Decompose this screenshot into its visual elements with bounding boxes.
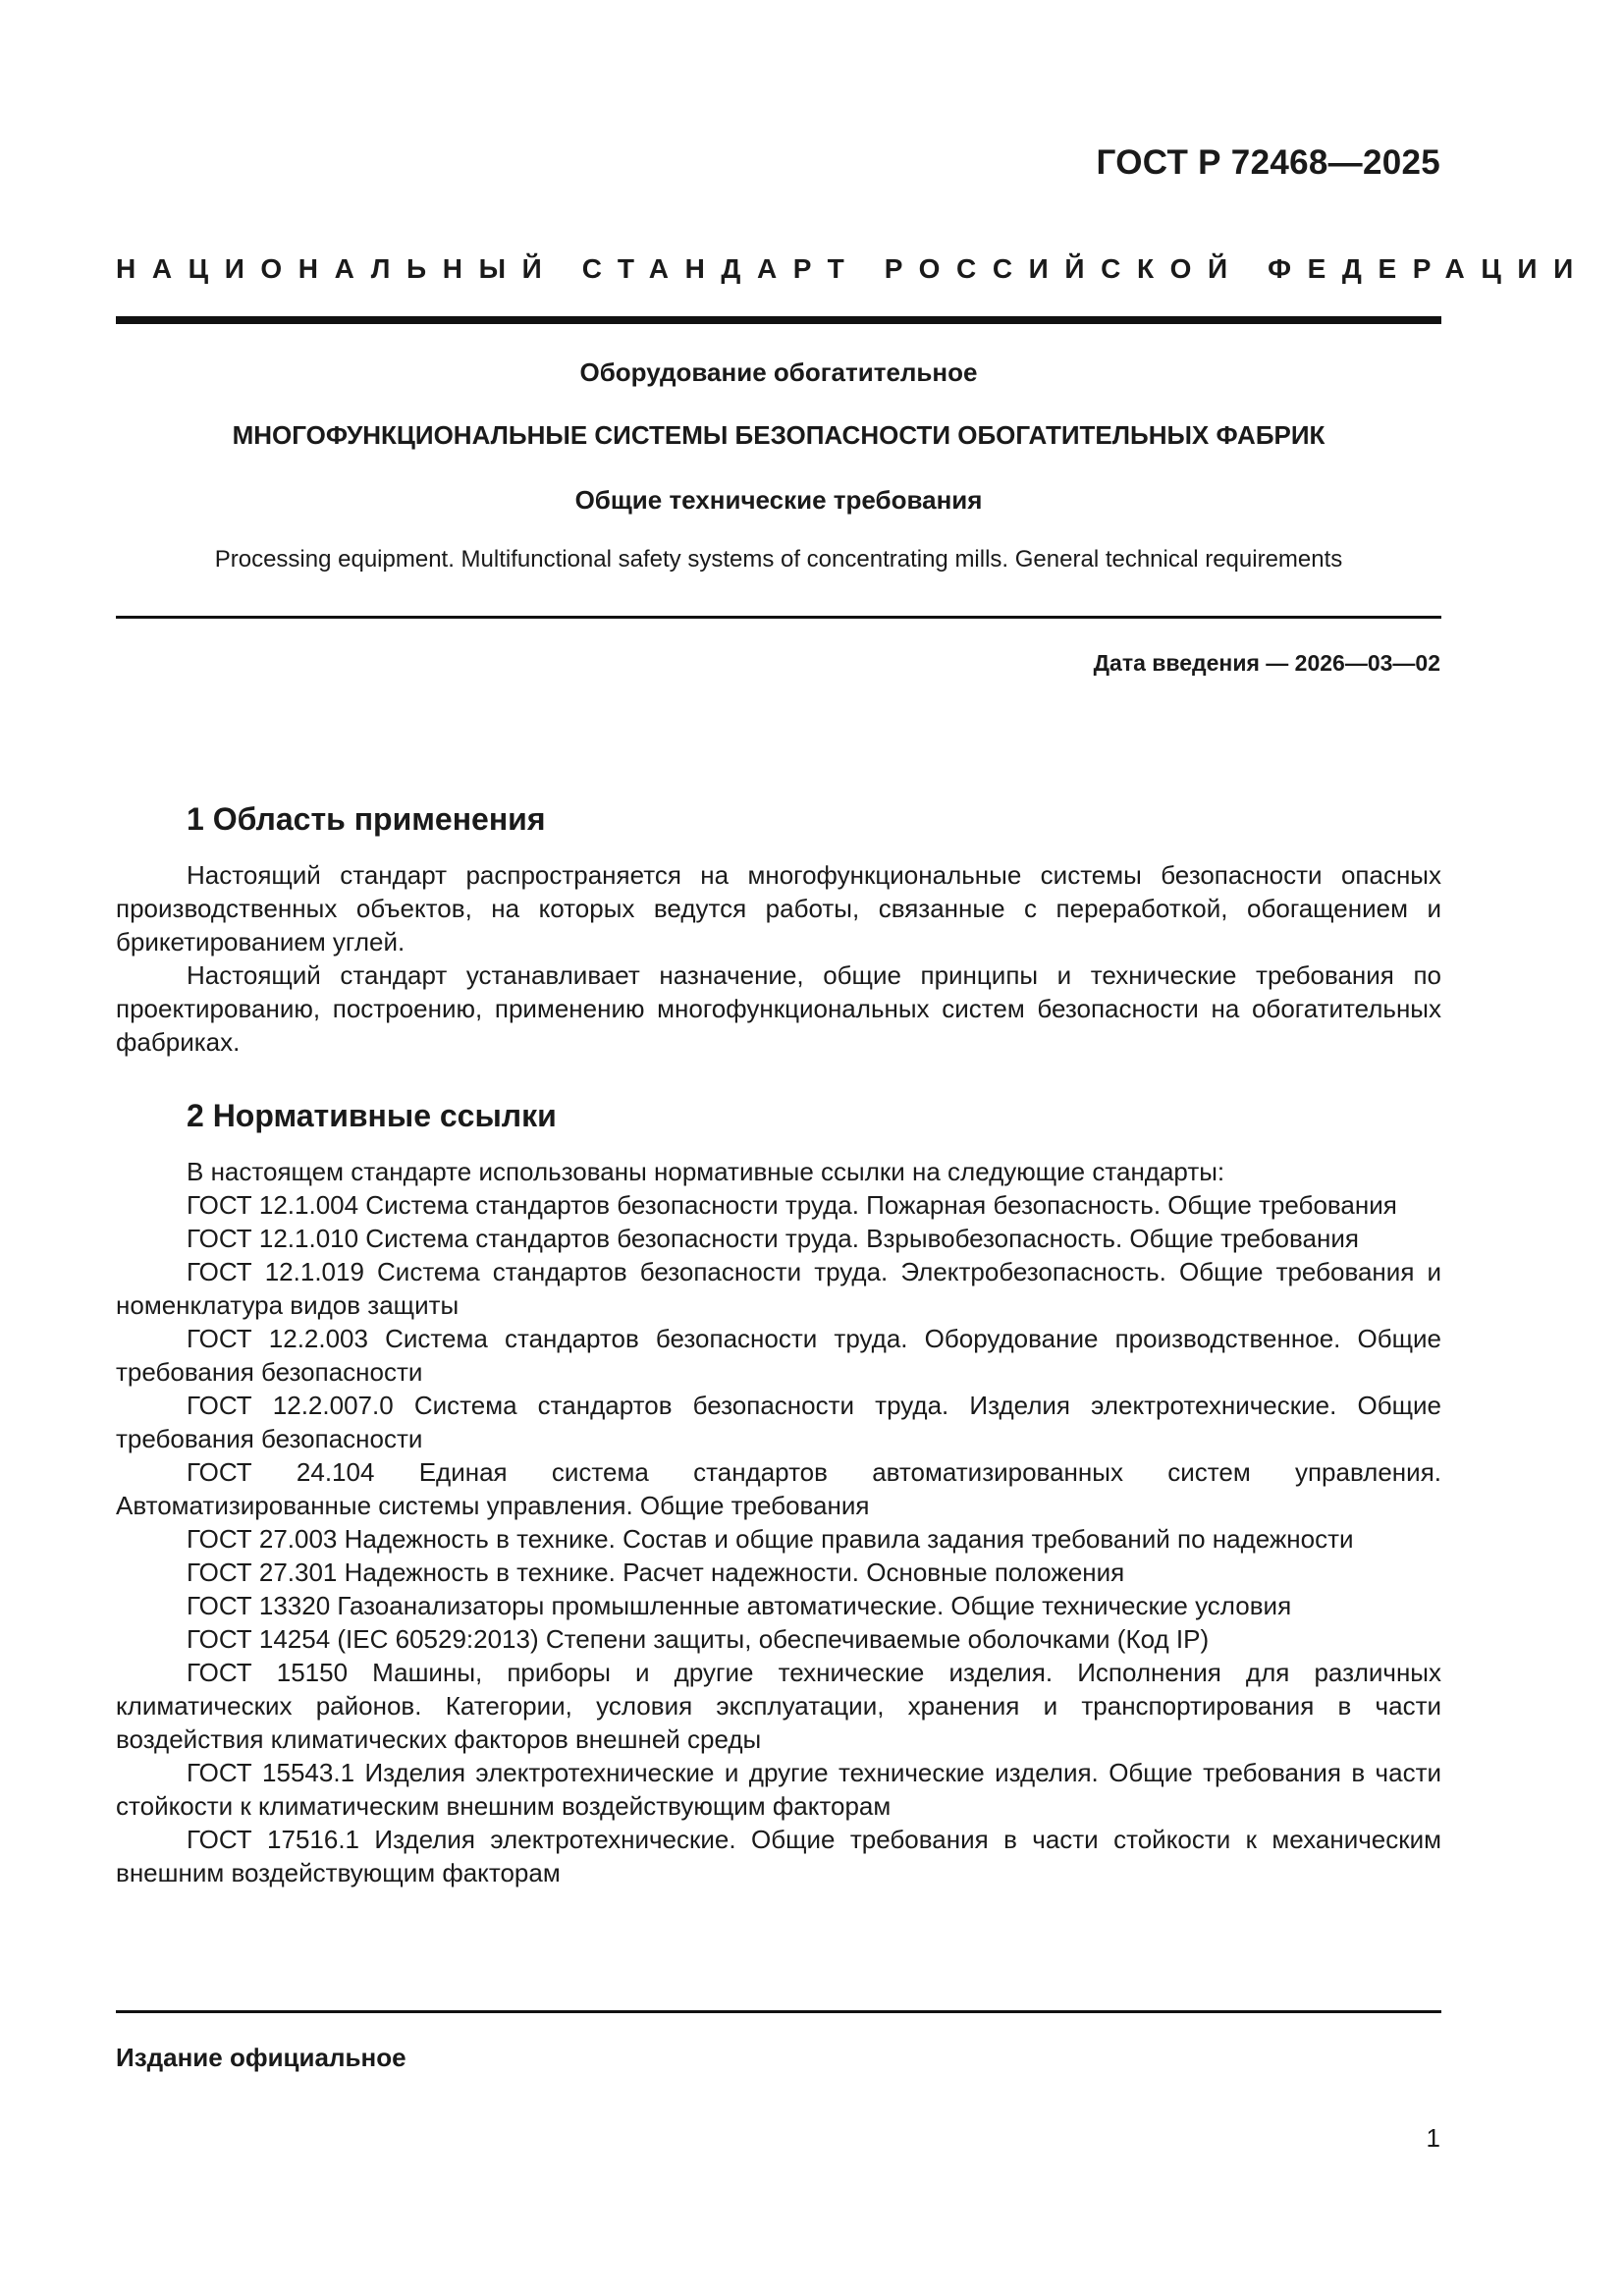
official-edition-label: Издание официальное (116, 2043, 406, 2072)
reference-item: ГОСТ 27.301 Надежность в технике. Расчет надежности. Основные положения (187, 1558, 1125, 1587)
reference-item: ГОСТ 12.1.010 Система стандартов безопасности труда. Взрывобезопасность. Общие требования (187, 1224, 1359, 1253)
reference-item: ГОСТ 12.1.004 Система стандартов безопасности труда. Пожарная безопасность. Общие требования (187, 1190, 1397, 1220)
reference-item: ГОСТ 17516.1 Изделия электротехнические. Общие требования в части стойкости к механическим внешним воздействующим факторам (116, 1825, 1441, 1887)
title-main: МНОГОФУНКЦИОНАЛЬНЫЕ СИСТЕМЫ БЕЗОПАСНОСТИ ОБОГАТИТЕЛЬНЫХ ФАБРИК (232, 420, 1325, 450)
reference-item: ГОСТ 12.1.019 Система стандартов безопасности труда. Электробезопасность. Общие требования и номенклатура видов защиты (116, 1257, 1441, 1320)
title-category: Оборудование обогатительное (579, 357, 978, 387)
reference-item: ГОСТ 27.003 Надежность в технике. Состав и общие правила задания требований по надежности (187, 1524, 1354, 1554)
references-intro: В настоящем стандарте использованы нормативные ссылки на следующие стандарты: (187, 1157, 1225, 1186)
reference-item: ГОСТ 15150 Машины, приборы и другие технические изделия. Исполнения для различных климатических районов. Категории, условия эксплуатации, хранения и транспортирования в части воздействия климатических факторов внешней среды (116, 1658, 1441, 1754)
reference-item: ГОСТ 15543.1 Изделия электротехнические и другие технические изделия. Общие требования в части стойкости к климатическим внешним воздействующим факторам (116, 1758, 1441, 1821)
reference-item: ГОСТ 24.104 Единая система стандартов автоматизированных систем управления. Автоматизированные системы управления. Общие требования (116, 1457, 1441, 1520)
section-1-heading: 1 Область применения (187, 801, 546, 837)
section-1-body (116, 858, 1441, 1059)
section-2-heading: 2 Нормативные ссылки (187, 1098, 557, 1133)
footer-divider (116, 2010, 1441, 2013)
reference-item: ГОСТ 13320 Газоанализаторы промышленные автоматические. Общие технические условия (187, 1591, 1292, 1620)
title-sub: Общие технические требования (574, 485, 983, 515)
normative-references (116, 1155, 1441, 1889)
title-divider (116, 616, 1441, 619)
standard-banner: НАЦИОНАЛЬНЫЙ СТАНДАРТ РОССИЙСКОЙ ФЕДЕРАЦИИ (116, 253, 1590, 284)
reference-item: ГОСТ 12.2.007.0 Система стандартов безопасности труда. Изделия электротехнические. Общие требования безопасности (116, 1391, 1441, 1453)
reference-item: ГОСТ 12.2.003 Система стандартов безопасности труда. Оборудование производственное. Общие требования безопасности (116, 1324, 1441, 1387)
section-1-paragraph: Настоящий стандарт распространяется на многофункциональные системы безопасности опасных производственных объектов, на которых ведутся работы, связанные с переработкой, обогащением и брикетированием углей. (116, 860, 1441, 957)
section-1-paragraph: Настоящий стандарт устанавливает назначение, общие принципы и технические требования по проектированию, построению, применению многофункциональных систем безопасности на обогатительных фабриках. (116, 960, 1441, 1057)
introduction-date: Дата введения — 2026—03—02 (1093, 650, 1440, 676)
reference-item: ГОСТ 14254 (IEC 60529:2013) Степени защиты, обеспечиваемые оболочками (Код IP) (187, 1624, 1210, 1654)
title-english: Processing equipment. Multifunctional safety systems of concentrating mills. General technical requirements (214, 546, 1343, 573)
page-number: 1 (1426, 2123, 1440, 2153)
header-divider (116, 316, 1441, 324)
standard-code: ГОСТ Р 72468—2025 (1096, 143, 1440, 182)
